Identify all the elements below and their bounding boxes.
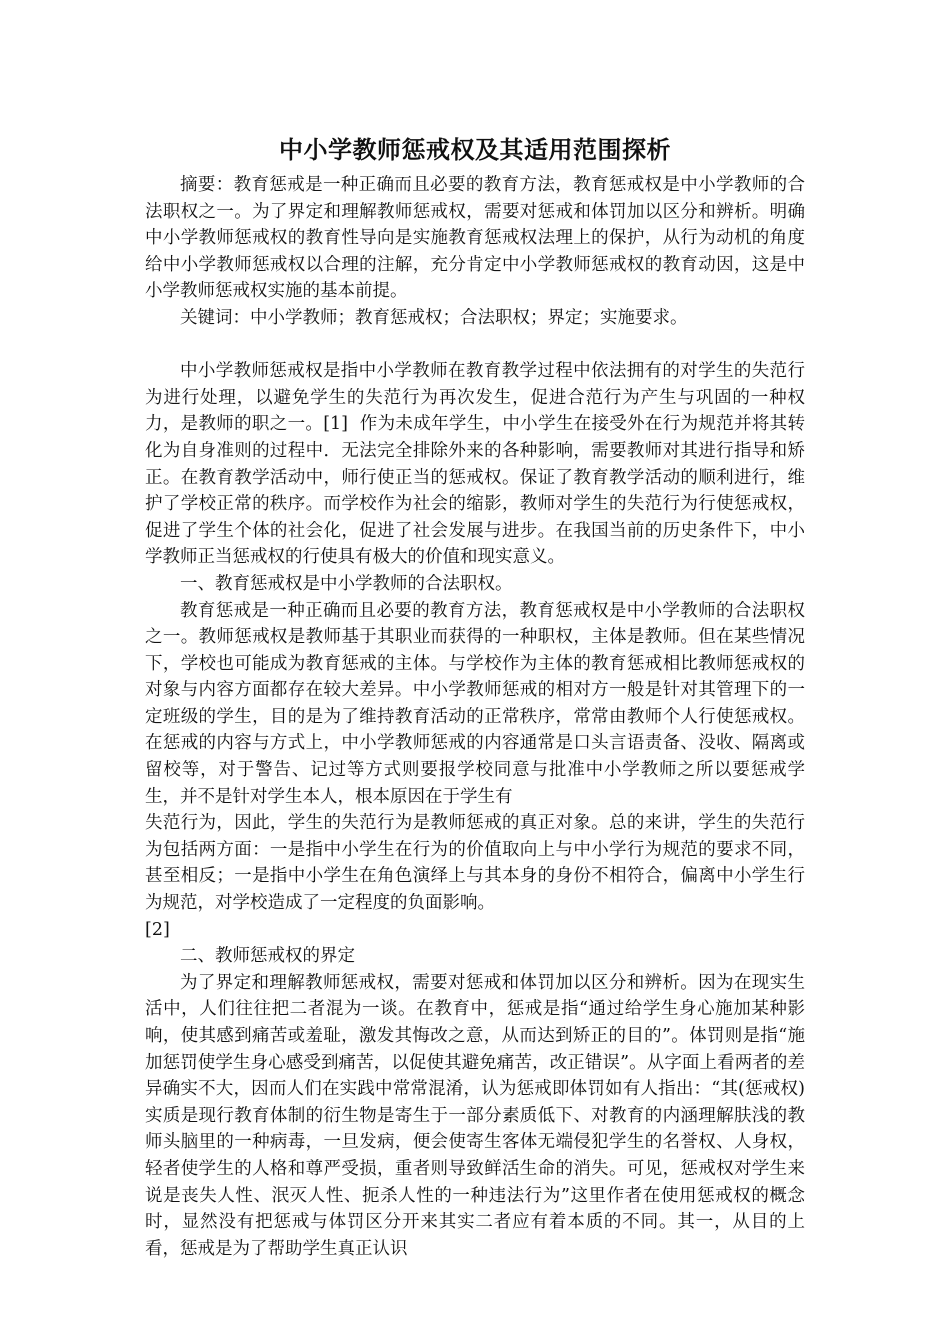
intro-paragraph xyxy=(145,358,805,571)
section2-paragraph-1: 为了界定和理解教师惩戒权，需要对惩戒和体罚加以区分和辨析。因为在现实生活中，人们往往把二者混为一谈。在教育中，惩戒是指“通过给学生身心施加某种影响，使其感到痛苦或羞耻，激发其悔改之意，从而达到矫正的目的”。体罚则是指“施加惩罚使学生身心感受到痛苦，以促使其避免痛苦，改正错误”。从字面上看两者的差异确实不大，因而人们在实践中常常混淆，认为惩戒即体罚如有人指出：“其(惩戒权)实质是现行教育体制的衍生物是寄生于一部分素质低下、对教育的内涵理解肤浅的教师头脑里的一种病毒，一旦发病，便会使寄生客体无端侵犯学生的名誉权、人身权，轻者使学生的人格和尊严受损，重者则导致鲜活生命的消失。可见，惩戒权对学生来说是丧失人性、泯灭人性、扼杀人性的一种违法行为”这里作者在使用惩戒权的概念时，显然没有把惩戒与体罚区分开来其实二者应有着本质的不同。其一，从目的上看，惩戒是为了帮助学生真正认识 xyxy=(145,972,805,1259)
page-title: 中小学教师惩戒权及其适用范围探析 xyxy=(279,136,671,164)
section2-heading: 二、教师惩戒权的界定 xyxy=(180,946,355,967)
section1-paragraph-2: 失范行为，因此，学生的失范行为是教师惩戒的真正对象。总的来讲，学生的失范行为包括两方面：一是指中小学生在行为的价值取向上与中小学行为规范的要求不同，甚至相反；一是指中小学生在角色演绎上与其本身的身份不相符合，偏离中小学生行为规范，对学校造成了一定程度的负面影响。 xyxy=(145,813,805,914)
abstract-paragraph: 摘要：教育惩戒是一种正确而且必要的教育方法，教育惩戒权是中小学教师的合法职权之一。为了界定和理解教师惩戒权，需要对惩戒和体罚加以区分和辨析。明确中小学教师惩戒权的教育性导向是实施教育惩戒权法理上的保护，从行为动机的角度给中小学教师惩戒权以合理的注解，充分肯定中小学教师惩戒权的教育动因，这是中小学教师惩戒权实施的基本前提。 xyxy=(145,175,805,302)
blank-line xyxy=(145,332,805,359)
keywords-paragraph: 关键词：中小学教师；教育惩戒权；合法职权；界定；实施要求。 xyxy=(180,307,688,328)
section1-paragraph-1: 教育惩戒是一种正确而且必要的教育方法，教育惩戒权是中小学教师的合法职权之一。教师惩戒权是教师基于其职业而获得的一种职权，主体是教师。但在某些情况下，学校也可能成为教育惩戒的主体。与学校作为主体的教育惩戒相比教师惩戒权的对象与内容方面都存在较大差异。中小学教师惩戒的相对方一般是针对其管理下的一定班级的学生，目的是为了维持教育活动的正常秩序，常常由教师个人行使惩戒权。在惩戒的内容与方式上，中小学教师惩戒的内容通常是口头言语责备、没收、隔离或留校等，对于警告、记过等方式则要报学校同意与批准中小学教师之所以要惩戒学生，并不是针对学生本人，根本原因在于学生有 xyxy=(145,600,805,807)
intro-text-part1: 中小学教师惩戒权是指中小学教师在教育教学过程中依法拥有的对学生的失范行为进行处理，以避免学生的失范行为再次发生，促进合范行为产生与巩固的一种权力，是教师的职之一。 xyxy=(145,361,805,435)
intro-text-part2: 作为未成年学生，中小学生在接受外在行为规范并将其转化为自身准则的过程中．无法完全排除外来的各种影响，需要教师对其进行指导和矫正。在教育教学活动中，师行使正当的惩戒权。保证了教育教学活动的顺利进行，维护了学校正常的秩序。而学校作为社会的缩影，教师对学生的失范行为行使惩戒权，促进了学生个体的社会化，促进了社会发展与进步。在我国当前的历史条件下，中小学教师正当惩戒权的行使具有极大的价值和现实意义。 xyxy=(145,414,806,568)
citation-2: [2] xyxy=(145,919,170,940)
citation-1: [1] xyxy=(323,414,349,435)
section1-heading: 一、教育惩戒权是中小学教师的合法职权。 xyxy=(180,573,513,594)
document-body xyxy=(145,130,805,1262)
